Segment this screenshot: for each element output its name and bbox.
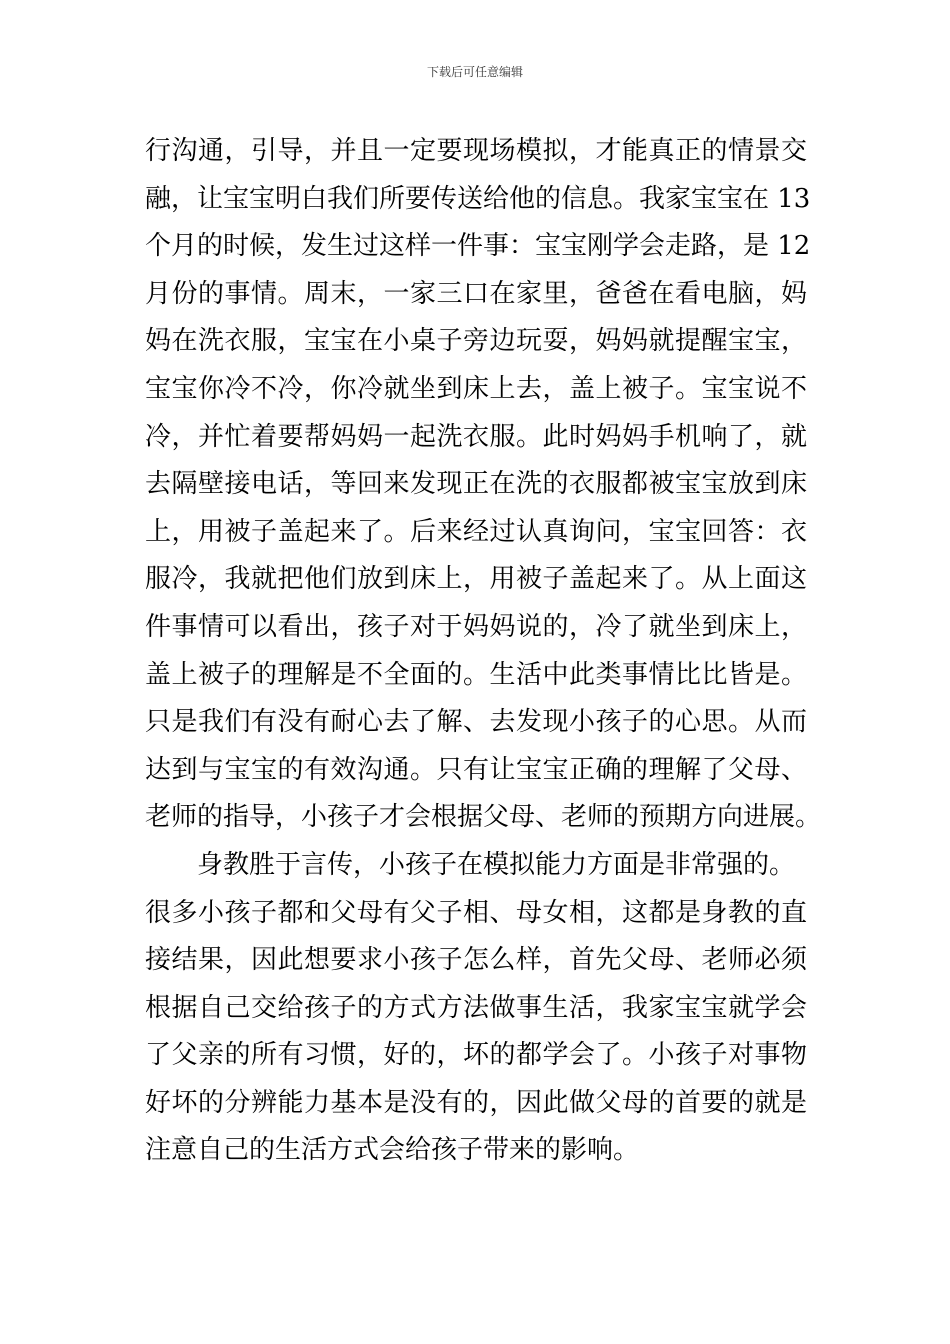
text-line: 月份的事情。周末，一家三口在家里，爸爸在看电脑，妈 <box>145 278 807 309</box>
text-line: 宝宝你冷不冷，你冷就坐到床上去，盖上被子。宝宝说不 <box>145 373 807 404</box>
text-line: 接结果，因此想要求小孩子怎么样，首先父母、老师必须 <box>145 945 807 976</box>
text-line: 行沟通，引导，并且一定要现场模拟，才能真正的情景交 <box>145 136 807 166</box>
text-line: 达到与宝宝的有效沟通。只有让宝宝正确的理解了父母、 <box>145 754 807 785</box>
text-line: 盖上被子的理解是不全面的。生活中此类事情比比皆是。 <box>145 659 807 690</box>
text-line: 好坏的分辨能力基本是没有的，因此做父母的首要的就是 <box>145 1087 807 1118</box>
text-line: 注意自己的生活方式会给孩子带来的影响。 <box>145 1135 640 1166</box>
text-line: 身教胜于言传，小孩子在模拟能力方面是非常强的。 <box>197 849 796 880</box>
paragraph-2 <box>145 842 807 1175</box>
text-line: 上，用被子盖起来了。后来经过认真询问，宝宝回答：衣 <box>145 516 807 547</box>
text-line: 冷，并忙着要帮妈妈一起洗衣服。此时妈妈手机响了，就 <box>145 421 807 452</box>
text-line: 个月的时候，发生过这样一件事：宝宝刚学会走路，是 12 <box>145 231 811 262</box>
text-line: 根据自己交给孩子的方式方法做事生活，我家宝宝就学会 <box>145 992 807 1023</box>
page-header: 下载后可任意编辑 <box>426 65 523 79</box>
text-line: 了父亲的所有习惯，好的，坏的都学会了。小孩子对事物 <box>145 1040 807 1071</box>
paragraph-1 <box>145 128 822 842</box>
text-line: 老师的指导，小孩子才会根据父母、老师的预期方向进展。 <box>145 802 822 833</box>
document-body <box>145 128 822 1175</box>
text-line: 妈在洗衣服，宝宝在小桌子旁边玩耍，妈妈就提醒宝宝， <box>145 326 807 357</box>
text-line: 只是我们有没有耐心去了解、去发现小孩子的心思。从而 <box>145 707 807 738</box>
text-line: 去隔壁接电话，等回来发现正在洗的衣服都被宝宝放到床 <box>145 469 807 500</box>
text-line: 服冷，我就把他们放到床上，用被子盖起来了。从上面这 <box>145 564 807 595</box>
text-line: 很多小孩子都和父母有父子相、母女相，这都是身教的直 <box>145 897 807 928</box>
text-line: 件事情可以看出，孩子对于妈妈说的，冷了就坐到床上， <box>145 611 807 642</box>
text-line: 融，让宝宝明白我们所要传送给他的信息。我家宝宝在 13 <box>145 183 811 214</box>
